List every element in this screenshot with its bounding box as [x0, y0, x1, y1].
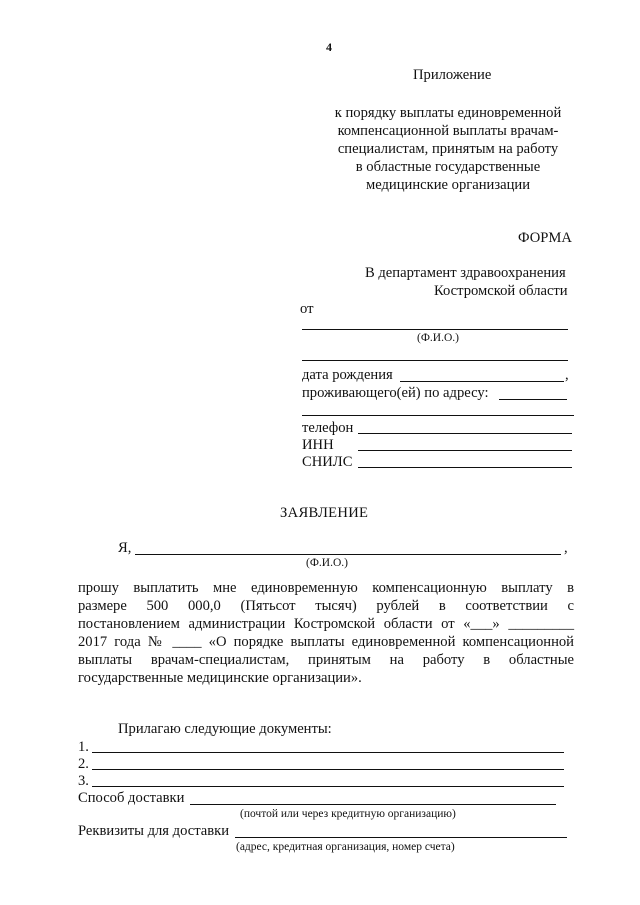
appendix-title: Приложение [413, 67, 492, 83]
inn-field-line [358, 450, 572, 451]
document-item-line [92, 786, 564, 787]
fio-caption: (Ф.И.О.) [417, 332, 459, 344]
statement-title: ЗАЯВЛЕНИЕ [280, 505, 369, 521]
statement-body-line: выплаты врачам-специалистам, принятым на работу в областные [78, 652, 574, 668]
delivery-method-label: Способ доставки [78, 790, 185, 806]
appendix-line: к порядку выплаты единовременной [334, 105, 562, 121]
comma: , [564, 540, 568, 556]
comma: , [565, 367, 569, 383]
document-item-number: 2. [78, 756, 89, 772]
document-item-number: 1. [78, 739, 89, 755]
addressee-line1: В департамент здравоохранения [365, 265, 566, 281]
snils-label: СНИЛС [302, 454, 353, 470]
address-label: проживающего(ей) по адресу: [302, 385, 489, 401]
appendix-line: компенсационной выплаты врачам- [337, 123, 559, 139]
birth-field-line [400, 381, 564, 382]
birth-label: дата рождения [302, 367, 393, 383]
address-field-line [499, 399, 567, 400]
document-item-line [92, 769, 564, 770]
page-number: 4 [326, 40, 332, 54]
blank-line [302, 360, 568, 361]
delivery-details-label: Реквизиты для доставки [78, 823, 230, 839]
statement-body-line: государственные медицинские организации». [78, 670, 362, 686]
document-item-number: 3. [78, 773, 89, 789]
delivery-method-line [190, 804, 556, 805]
statement-body-line: прошу выплатить мне единовременную компенсационную выплату в [78, 580, 574, 596]
appendix-line: специалистам, принятым на работу [337, 141, 559, 157]
delivery-details-line [235, 837, 567, 838]
delivery-details-caption: (адрес, кредитная организация, номер счета) [236, 841, 455, 853]
document-item-line [92, 752, 564, 753]
delivery-method-caption: (почтой или через кредитную организацию) [240, 808, 456, 820]
statement-body-line: размере 500 000,0 (Пятьсот тысяч) рублей в соответствии с [78, 598, 574, 614]
statement-body-line: постановлением администрации Костромской области от «___» _________ [78, 616, 574, 632]
address-line-2 [302, 415, 574, 416]
i-label: Я, [118, 540, 132, 556]
statement-body-line: 2017 года № ____ «О порядке выплаты единовременной компенсационной [78, 634, 574, 650]
statement-fio-line [135, 554, 561, 555]
statement-fio-caption: (Ф.И.О.) [306, 557, 348, 569]
snils-field-line [358, 467, 572, 468]
phone-label: телефон [302, 420, 354, 436]
addressee-line2: Костромской области [434, 283, 568, 299]
appendix-line: медицинские организации [365, 177, 531, 193]
phone-field-line [358, 433, 572, 434]
appendix-line: в областные государственные [355, 159, 541, 175]
inn-label: ИНН [302, 437, 334, 453]
form-label: ФОРМА [518, 230, 572, 246]
from-label: от [300, 301, 314, 317]
fio-line [302, 329, 568, 330]
documents-heading: Прилагаю следующие документы: [118, 721, 332, 737]
